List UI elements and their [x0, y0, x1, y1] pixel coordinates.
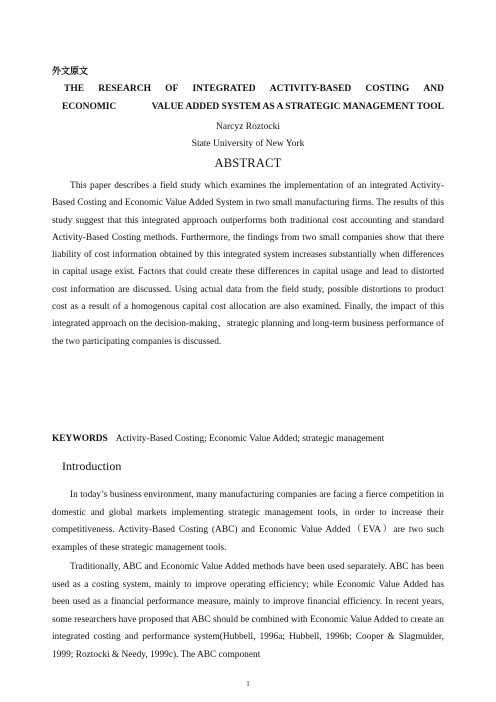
page-number: 1 — [246, 680, 250, 688]
abstract-paragraph: This paper describes a field study which examines the implementation of an integrated Activity-Based Costing and Economic Value Added System in two small manufacturing firms. The results of this study suggest that this integrated approach outperforms both traditional cost accounting and standard Activity-Based Costing methods. Furthermore, the findings from two small companies show that there liability of cost information obtained by this integrated system increases substantially when differences in capital usage exist. Factors that could create these differences in capital usage and lead to distorted cost information are discussed. Using actual data from the field study, possible distortions to product cost as a result of a homogenous capital cost allocation are also examined. Finally, the impact of this integrated approach on the decision-making、strategic planning and long-term business performance of the two participating companies is discussed. — [52, 181, 444, 347]
title-word: THE — [64, 84, 85, 94]
title-word: INTEGRATED — [192, 84, 256, 94]
title-word: ACTIVITY-BASED — [269, 84, 352, 94]
paper-title-line-2 — [52, 102, 444, 112]
title-segment: ECONOMIC — [62, 102, 117, 112]
author-name: Narcyz Roztocki — [215, 122, 281, 132]
title-word: RESEARCH — [98, 84, 151, 94]
keywords-line — [52, 434, 444, 444]
title-word: COSTING — [365, 84, 410, 94]
title-word: AND — [423, 84, 444, 94]
author-affiliation: State University of New York — [191, 139, 305, 149]
section-label: 外文原文 — [52, 67, 89, 77]
paper-title-line-1 — [52, 84, 444, 94]
introduction-paragraph: In today’s business environment, many manufacturing companies are facing a fierce competition in domestic and global markets implementing strategic management tools, in order to increase their competitiveness. Activity-Based Costing (ABC) and Economic Value Added（EVA）are two such examples of these strategic management tools. — [52, 490, 444, 553]
keywords-text: Activity-Based Costing; Economic Value Added; strategic management — [115, 434, 385, 444]
keywords-label: KEYWORDS — [52, 434, 108, 444]
introduction-paragraph: Traditionally, ABC and Economic Value Added methods have been used separately. ABC has been used as a costing system, mainly to improve operating efficiency; while Economic Value Added has been used as a financial performance measure, mainly to improve financial efficiency. In recent years, some researchers have proposed that ABC should be combined with Economic Value Added to create an integrated costing and performance system(Hubbell, 1996a; Hubbell, 1996b; Cooper & Slagmulder, 1999; Roztocki & Needy, 1999c). The ABC component — [52, 562, 444, 660]
title-word: OF — [165, 84, 179, 94]
abstract-heading: ABSTRACT — [214, 156, 282, 170]
title-segment: VALUE ADDED SYSTEM AS A STRATEGIC MANAGEMENT TOOL — [151, 102, 444, 112]
introduction-heading: Introduction — [62, 459, 122, 473]
